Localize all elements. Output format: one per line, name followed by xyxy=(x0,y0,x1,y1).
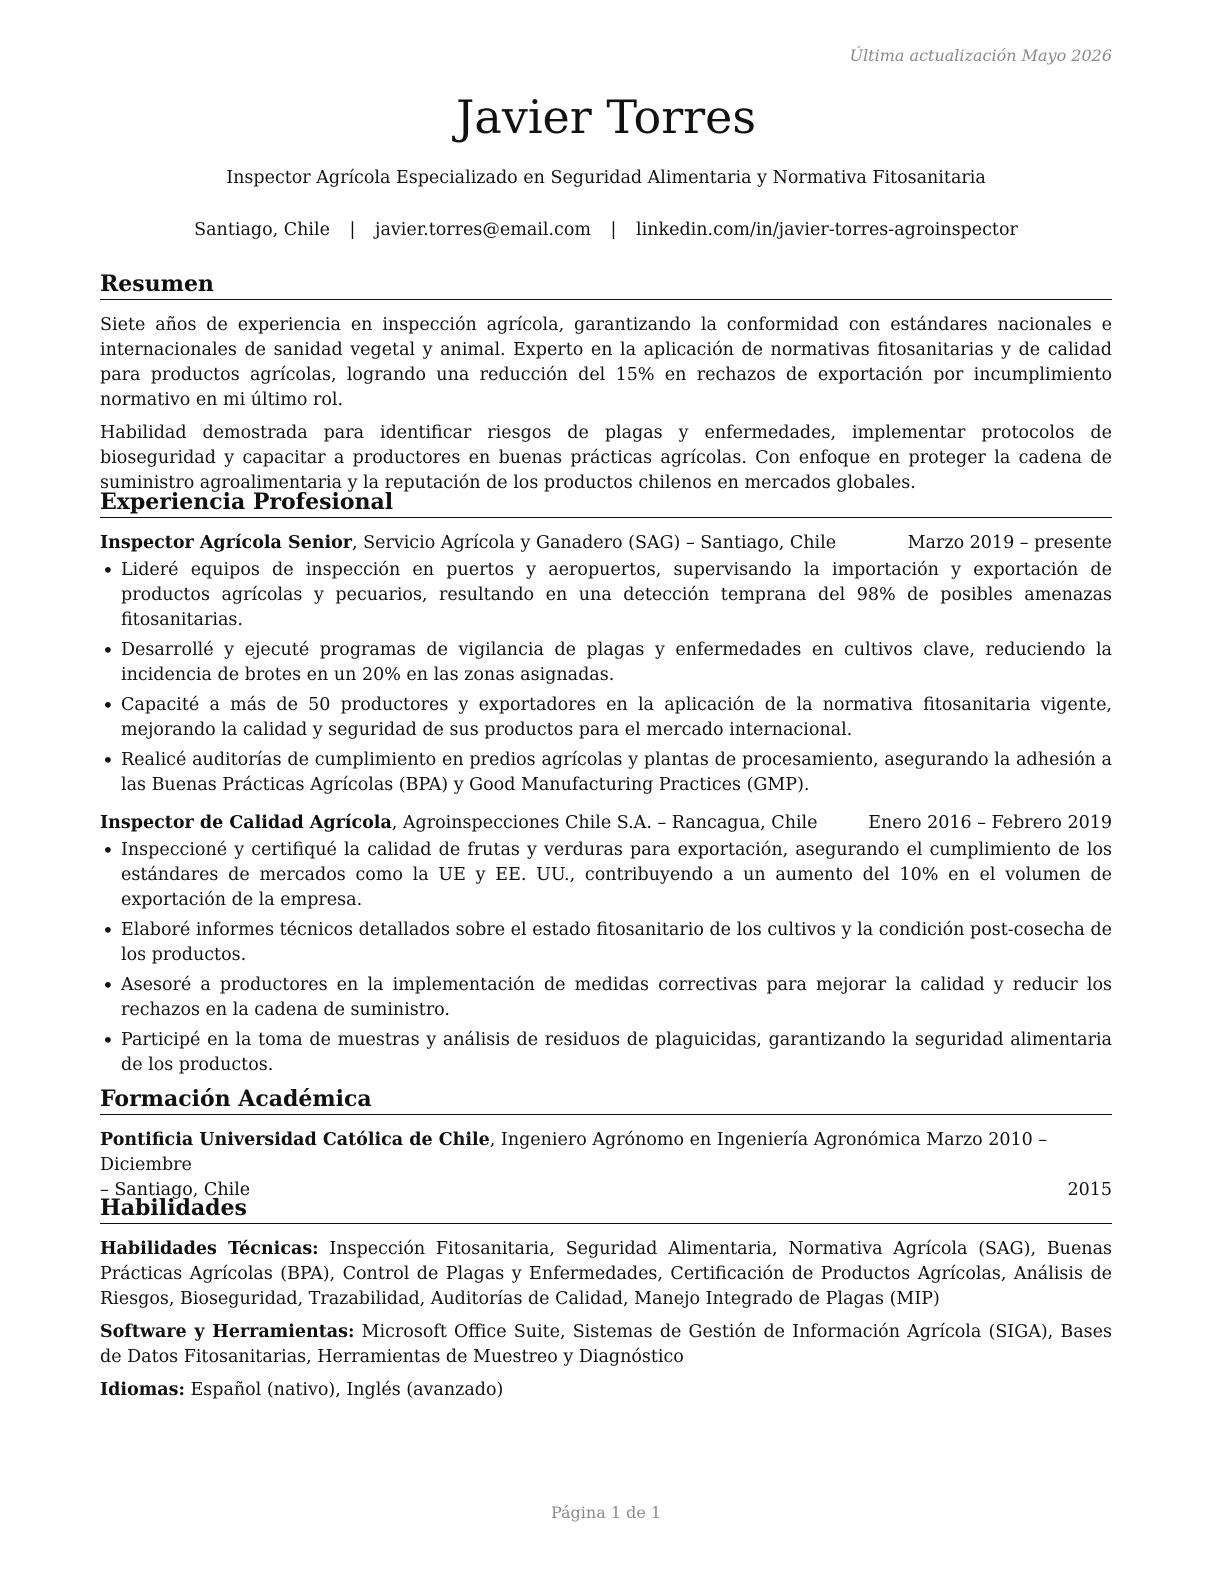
job-bullet: • Realicé auditorías de cumplimiento en predios agrícolas y plantas de procesamiento, asegurando la adhesión a las Buenas Prácticas Agrícolas (BPA) y Good Manufacturing Practices (GMP). xyxy=(100,748,1112,798)
skill-group xyxy=(100,1320,1112,1370)
education-line xyxy=(100,1128,1112,1178)
summary-section xyxy=(100,270,1112,496)
job-dates: Enero 2016 – Febrero 2019 xyxy=(868,813,1112,833)
job-dates: Marzo 2019 – presente xyxy=(907,533,1112,553)
job-title-line xyxy=(100,811,818,836)
education-degree-line xyxy=(100,1128,1112,1178)
contact-location: Santiago, Chile xyxy=(194,220,330,240)
last-updated: Última actualización Mayo 2026 xyxy=(849,46,1112,65)
job-bullet: • Capacité a más de 50 productores y exportadores en la aplicación de la normativa fitosanitaria vigente, mejorando la calidad y seguridad de sus productos para el mercado internacional. xyxy=(100,693,1112,743)
education-school: Pontificia Universidad Católica de Chile xyxy=(100,1130,490,1150)
job-role: Inspector de Calidad Agrícola xyxy=(100,813,392,833)
contact-line xyxy=(100,218,1112,243)
skill-label: Habilidades Técnicas: xyxy=(100,1239,319,1259)
job-header xyxy=(100,811,1112,836)
job-bullet: • Desarrollé y ejecuté programas de vigilancia de plagas y enfermedades en cultivos clave, reduciendo la incidencia de brotes en un 20% en las zonas asignadas. xyxy=(100,638,1112,688)
job-header xyxy=(100,531,1112,556)
job-bullet: • Inspeccioné y certifiqué la calidad de frutas y verduras para exportación, asegurando el cumplimiento de los estándares de mercados como la UE y EE. UU., contribuyendo a un aumento del 10% en el volumen de exportación de la empresa. xyxy=(100,838,1112,913)
job-bullet: • Asesoré a productores en la implementación de medidas correctivas para mejorar la calidad y reducir los rechazos en la cadena de suministro. xyxy=(100,973,1112,1023)
skill-group xyxy=(100,1378,1112,1403)
job-entry xyxy=(100,811,1112,1078)
education-section xyxy=(100,1085,1112,1203)
education-entry xyxy=(100,1128,1112,1203)
contact-email[interactable]: javier.torres@email.com xyxy=(375,220,591,240)
education-end-year: 2015 xyxy=(1067,1180,1112,1200)
job-entry xyxy=(100,531,1112,798)
contact-linkedin[interactable]: linkedin.com/in/javier-torres-agroinspector xyxy=(636,220,1018,240)
experience-section xyxy=(100,488,1112,1083)
candidate-subtitle: Inspector Agrícola Especializado en Seguridad Alimentaria y Normativa Fitosanitaria xyxy=(226,168,986,188)
education-location: – Santiago, Chile xyxy=(100,1180,251,1200)
skill-group xyxy=(100,1237,1112,1312)
job-bullets xyxy=(100,558,1112,798)
resume-page xyxy=(100,0,1112,1584)
skills-title: Habilidades xyxy=(100,1194,1112,1224)
skill-label: Software y Herramientas: xyxy=(100,1322,355,1342)
job-organization: , Servicio Agrícola y Ganadero (SAG) – Santiago, Chile xyxy=(351,533,837,553)
contact-separator: | xyxy=(610,220,617,240)
experience-title: Experiencia Profesional xyxy=(100,488,1112,518)
education-degree: , Ingeniero Agrónomo en Ingeniería Agronómica Marzo 2010 – Diciembre xyxy=(100,1130,1048,1175)
job-title-line xyxy=(100,531,836,556)
skill-value: Microsoft Office Suite, Sistemas de Gestión de Información Agrícola (SIGA), Bases de Datos Fitosanitarias, Herramientas de Muestreo y Diagnóstico xyxy=(100,1322,1112,1367)
job-bullet: • Elaboré informes técnicos detallados sobre el estado fitosanitario de los cultivos y la condición post-cosecha de los productos. xyxy=(100,918,1112,968)
page-footer: Página 1 de 1 xyxy=(550,1503,662,1522)
education-title: Formación Académica xyxy=(100,1085,1112,1115)
job-bullet: • Participé en la toma de muestras y análisis de residuos de plaguicidas, garantizando la seguridad alimentaria de los productos. xyxy=(100,1028,1112,1078)
contact-separator: | xyxy=(349,220,356,240)
summary-title: Resumen xyxy=(100,270,1112,300)
job-role: Inspector Agrícola Senior xyxy=(100,533,352,553)
candidate-name: Javier Torres xyxy=(455,90,756,144)
summary-paragraph: Siete años de experiencia en inspección agrícola, garantizando la conformidad con estándares nacionales e internacionales de sanidad vegetal y animal. Experto en la aplicación de normativas fitosanitarias y de calidad para productos agrícolas, logrando una reducción del 15% en rechazos de exportación por incumplimiento normativo en mi último rol. xyxy=(100,315,1112,410)
job-bullet: • Lideré equipos de inspección en puertos y aeropuertos, supervisando la importación y exportación de productos agrícolas y pecuarios, resultando en una detección temprana del 98% de posibles amenazas fitosanitarias. xyxy=(100,558,1112,633)
job-organization: , Agroinspecciones Chile S.A. – Rancagua, Chile xyxy=(391,813,818,833)
job-bullets xyxy=(100,838,1112,1078)
skills-section xyxy=(100,1194,1112,1403)
skill-label: Idiomas: xyxy=(100,1380,185,1400)
skill-value: Español (nativo), Inglés (avanzado) xyxy=(184,1380,504,1400)
summary-paragraph: Habilidad demostrada para identificar riesgos de plagas y enfermedades, implementar protocolos de bioseguridad y capacitar a productores en buenas prácticas agrícolas. Con enfoque en proteger la cadena de suministro agroalimentaria y la reputación de los productos chilenos en mercados globales. xyxy=(100,423,1112,493)
skill-value: Inspección Fitosanitaria, Seguridad Alimentaria, Normativa Agrícola (SAG), Buenas Prácticas Agrícolas (BPA), Control de Plagas y Enfermedades, Certificación de Productos Agrícolas, Análisis de Riesgos, Bioseguridad, Trazabilidad, Auditorías de Calidad, Manejo Integrado de Plagas (MIP) xyxy=(100,1239,1112,1309)
